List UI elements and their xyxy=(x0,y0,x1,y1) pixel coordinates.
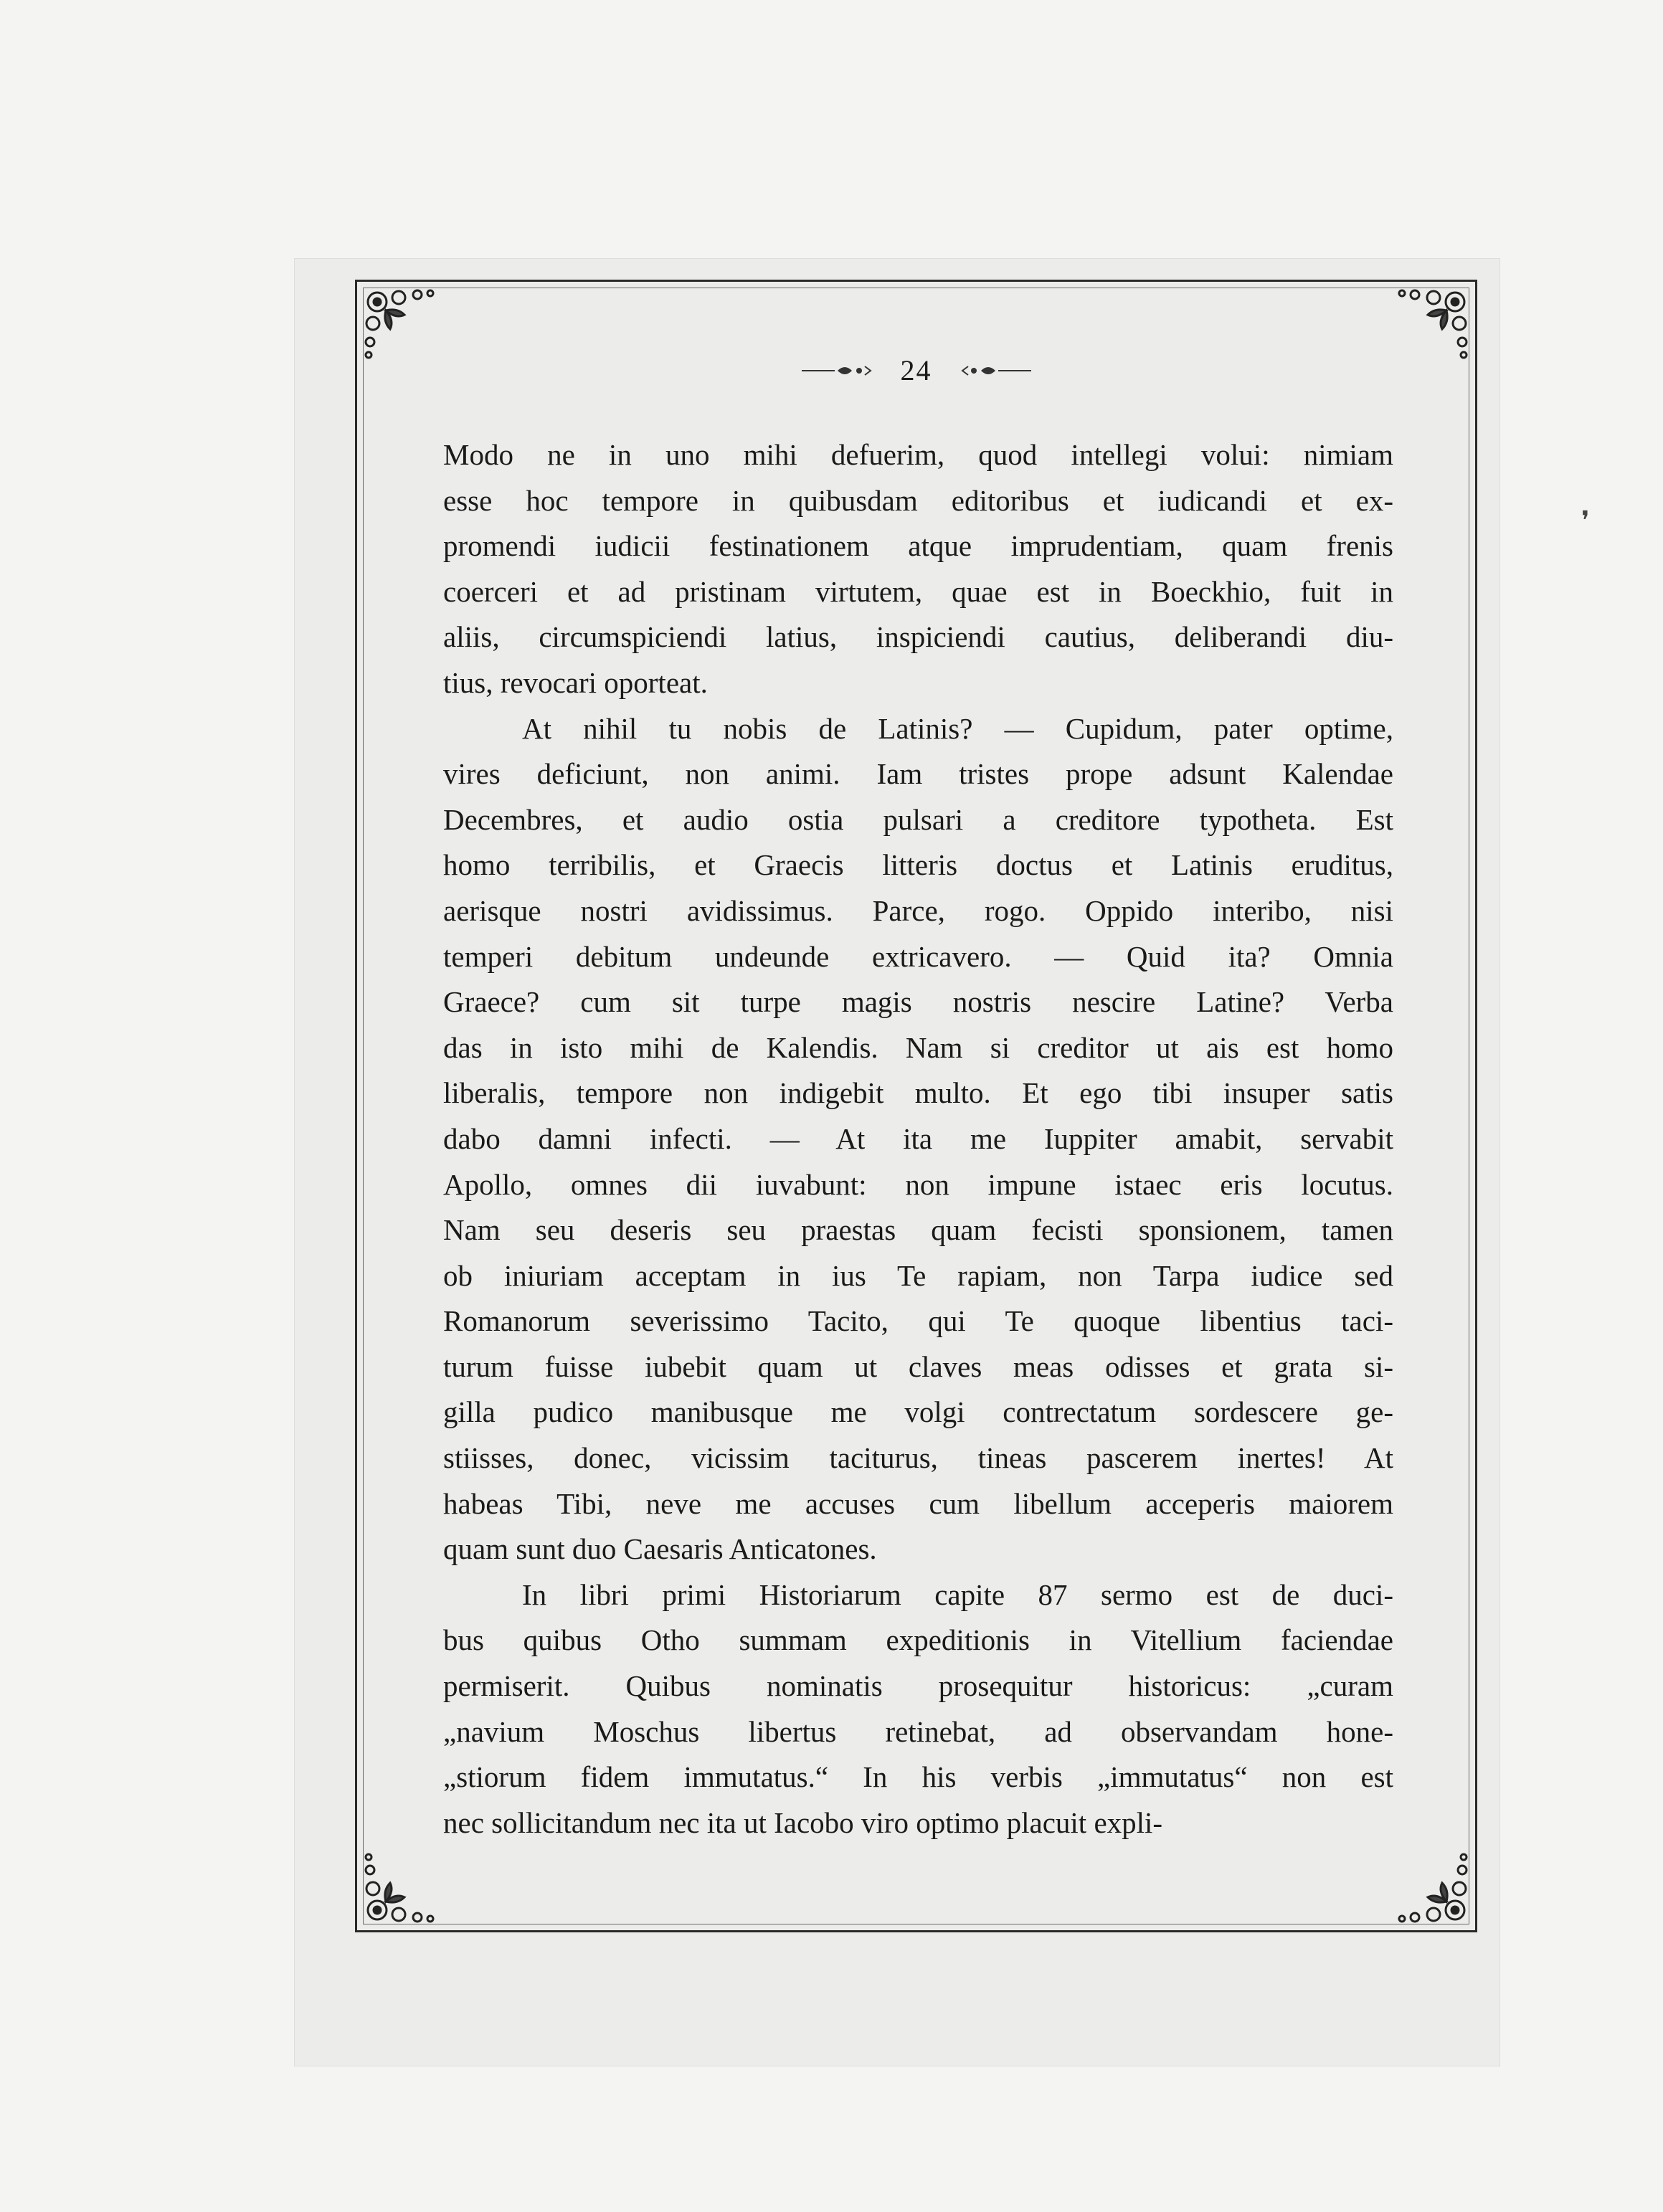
text-line: ob iniuriam acceptam in ius Te rapiam, non Tarpa iudice sed xyxy=(443,1258,1393,1292)
text-line: esse hoc tempore in quibusdam editoribus et iudicandi et ex- xyxy=(443,483,1393,517)
text-line: habeas Tibi, neve me accuses cum libellum acceperis maiorem xyxy=(443,1486,1393,1520)
text-line: tius, revocari oporteat. xyxy=(443,665,708,699)
text-line: Modo ne in uno mihi defuerim, quod intellegi volui: nimiam xyxy=(443,438,1393,471)
stray-mark: ❜ xyxy=(1581,506,1590,535)
text-line: bus quibus Otho summam expeditionis in Vitellium faciendae xyxy=(443,1623,1393,1657)
text-line: In libri primi Historiarum capite 87 sermo est de duci- xyxy=(522,1577,1393,1611)
text-line: temperi debitum undeunde extricavero. — Quid ita? Omnia xyxy=(443,939,1393,973)
corner-ornament-bottom-left-icon xyxy=(361,1847,440,1926)
text-line: liberalis, tempore non indigebit multo. Et ego tibi insuper satis xyxy=(443,1076,1393,1110)
text-line: homo terribilis, et Graecis litteris doctus et Latinis eruditus, xyxy=(443,848,1393,882)
text-line: Apollo, omnes dii iuvabunt: non impune istaec eris locutus. xyxy=(443,1167,1393,1201)
page-number: 24 xyxy=(900,353,932,386)
page-border-frame xyxy=(355,280,1477,1932)
text-line: Decembres, et audio ostia pulsari a creditore typotheta. Est xyxy=(443,802,1393,836)
text-line: permiserit. Quibus nominatis prosequitur historicus: „curam xyxy=(443,1669,1393,1703)
text-line: stiisses, donec, vicissim taciturus, tineas pascerem inertes! At xyxy=(443,1441,1393,1475)
page-number-left-flourish-icon xyxy=(802,362,881,379)
text-line: „stiorum fidem immutatus.“ In his verbis „immutatus“ non est xyxy=(443,1760,1393,1794)
text-line: „navium Moschus libertus retinebat, ad observandam hone- xyxy=(443,1714,1393,1748)
body-text xyxy=(443,432,1393,1846)
text-line: promendi iudicii festinationem atque imprudentiam, quam frenis xyxy=(443,529,1393,563)
text-line: quam sunt duo Caesaris Anticatones. xyxy=(443,1532,877,1566)
page-number-right-flourish-icon xyxy=(952,362,1031,379)
paragraph xyxy=(443,432,1393,706)
paragraph xyxy=(443,706,1393,1572)
text-line: Graece? cum sit turpe magis nostris nescire Latine? Verba xyxy=(443,985,1393,1019)
running-head xyxy=(357,351,1475,388)
text-line: vires deficiunt, non animi. Iam tristes prope adsunt Kalendae xyxy=(443,757,1393,791)
text-line: Romanorum severissimo Tacito, qui Te quoque libentius taci- xyxy=(443,1304,1393,1338)
text-line: dabo damni infecti. — At ita me Iuppiter amabit, servabit xyxy=(443,1121,1393,1155)
text-line: nec sollicitandum nec ita ut Iacobo viro optimo placuit expli- xyxy=(443,1805,1163,1839)
paragraph xyxy=(443,1572,1393,1846)
text-line: turum fuisse iubebit quam ut claves meas odisses et grata si- xyxy=(443,1349,1393,1383)
text-line: aliis, circumspiciendi latius, inspiciendi cautius, deliberandi diu- xyxy=(443,620,1393,654)
text-line: das in isto mihi de Kalendis. Nam si creditor ut ais est homo xyxy=(443,1030,1393,1064)
text-line: aerisque nostri avidissimus. Parce, rogo. Oppido interibo, nisi xyxy=(443,893,1393,927)
text-line: Nam seu deseris seu praestas quam fecisti sponsionem, tamen xyxy=(443,1213,1393,1247)
text-line: gilla pudico manibusque me volgi contrectatum sordescere ge- xyxy=(443,1395,1393,1429)
text-line: coerceri et ad pristinam virtutem, quae est in Boeckhio, fuit in xyxy=(443,574,1393,608)
corner-ornament-bottom-right-icon xyxy=(1392,1847,1471,1926)
text-line: At nihil tu nobis de Latinis? — Cupidum, pater optime, xyxy=(522,711,1393,745)
